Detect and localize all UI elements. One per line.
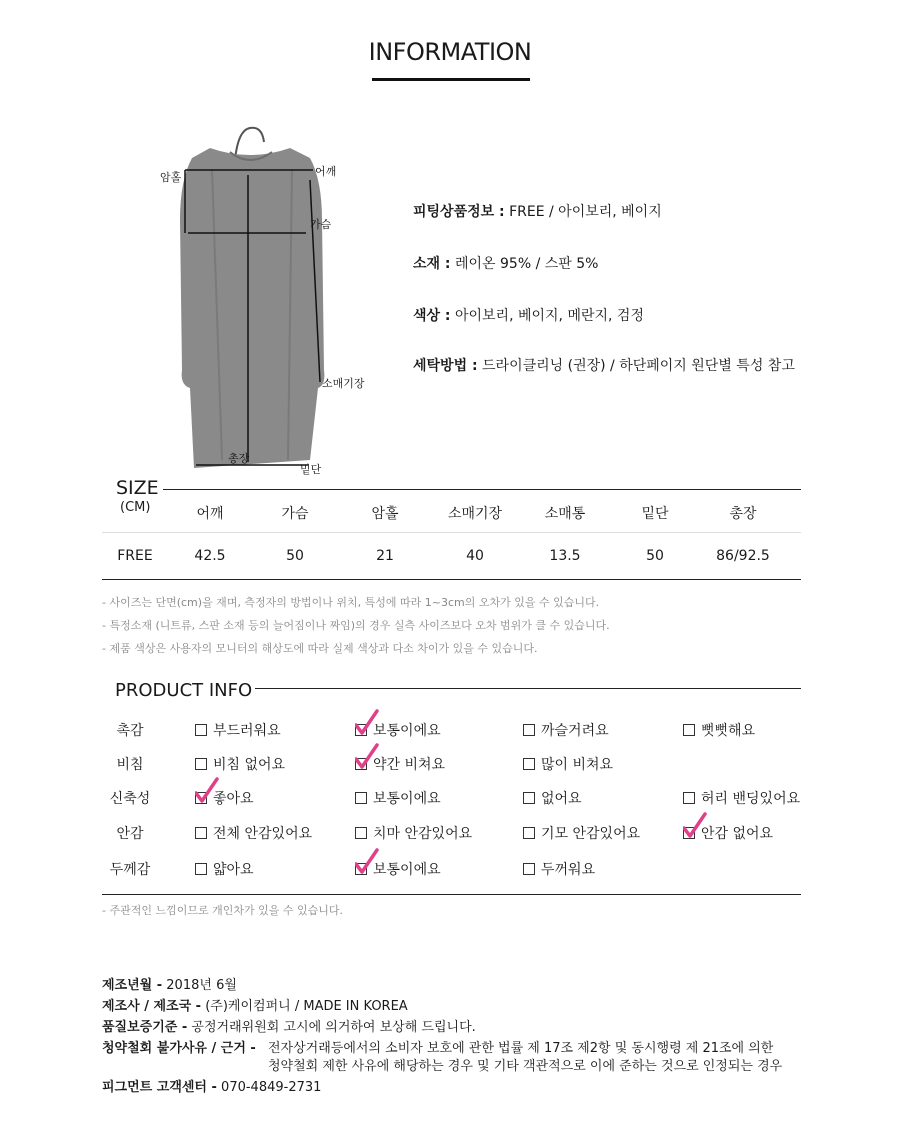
option-label: 좋아요: [213, 791, 254, 807]
option-label: 부드러워요: [213, 723, 281, 739]
product-info-top-rule: [255, 688, 801, 689]
product-info-option[interactable]: [523, 720, 609, 740]
option-label: 기모 안감있어요: [541, 826, 641, 842]
label-armhole: 암홀: [160, 171, 182, 184]
product-info-option[interactable]: [523, 754, 613, 774]
size-header-cell: 소매통: [544, 506, 586, 522]
checkbox[interactable]: [195, 863, 207, 875]
checkbox[interactable]: [355, 758, 367, 770]
option-label: 보통이에요: [373, 791, 441, 807]
option-label: 많이 비쳐요: [541, 757, 614, 773]
option-label: 까슬거려요: [541, 723, 609, 739]
footer-customer-center: 피그먼트 고객센터 - 070-4849-2731: [102, 1080, 322, 1095]
checkmark-icon: [683, 812, 707, 838]
info-fitting: 피팅상품정보 : FREE / 아이보리, 베이지: [413, 204, 662, 220]
title-underline: [372, 78, 530, 81]
size-value-cell: 86/92.5: [716, 548, 770, 564]
label-shoulder: 어깨: [315, 165, 337, 178]
size-header-cell: 총장: [729, 506, 757, 522]
footer-made-date: 제조년월 - 2018년 6월: [102, 978, 237, 993]
checkbox[interactable]: [683, 792, 695, 804]
option-label: 치마 안감있어요: [373, 826, 473, 842]
label-sleeve: 소매기장: [322, 377, 365, 390]
product-info-label: 안감: [116, 826, 144, 842]
product-info-label: 촉감: [116, 723, 144, 739]
product-info-option[interactable]: [355, 754, 445, 774]
checkmark-icon: [355, 709, 379, 735]
size-top-rule: [163, 489, 801, 490]
product-info-option[interactable]: [355, 720, 441, 740]
size-bottom-rule: [102, 579, 801, 580]
checkbox[interactable]: [355, 724, 367, 736]
size-value-cell: 50: [646, 548, 664, 564]
note-line: - 제품 색상은 사용자의 모니터의 해상도에 따라 실제 색상과 다소 차이가 있을 수 있습니다.: [102, 642, 538, 655]
checkbox[interactable]: [683, 724, 695, 736]
product-info-label: 비침: [116, 757, 144, 773]
checkmark-icon: [355, 848, 379, 874]
footer-withdraw-line1: 전자상거래등에서의 소비자 보호에 관한 법률 제 17조 제2항 및 동시행령 제 21조에 의한: [268, 1041, 774, 1056]
product-info-option[interactable]: [523, 788, 582, 808]
footer-withdraw-line2: 청약철회 제한 사유에 해당하는 경우 및 기타 객관적으로 이에 준하는 것으로 인정되는 경우: [268, 1059, 783, 1074]
size-header-cell: 암홀: [371, 506, 399, 522]
option-label: 안감 없어요: [701, 826, 774, 842]
note-line: - 특정소재 (니트류, 스판 소재 등의 늘어짐이나 짜임)의 경우 실측 사이즈보다 오차 범위가 클 수 있습니다.: [102, 619, 610, 632]
info-color: 색상 : 아이보리, 베이지, 메란지, 검정: [413, 308, 644, 324]
size-unit: (CM): [120, 500, 151, 515]
checkbox[interactable]: [355, 792, 367, 804]
checkmark-icon: [195, 777, 219, 803]
product-info-option[interactable]: [195, 859, 254, 879]
garment-illustration: [150, 120, 370, 480]
size-header-cell: 어깨: [196, 506, 224, 522]
size-value-cell: 13.5: [549, 548, 581, 564]
option-label: 전체 안감있어요: [213, 826, 313, 842]
option-label: 얇아요: [213, 862, 254, 878]
checkbox[interactable]: [195, 827, 207, 839]
checkmark-icon: [355, 743, 379, 769]
footer-withdraw: 청약철회 불가사유 / 근거 -: [102, 1041, 256, 1056]
note-line: - 사이즈는 단면(cm)을 재며, 측정자의 방법이나 위치, 특성에 따라 1~3cm의 오차가 있을 수 있습니다.: [102, 596, 600, 609]
page-title: INFORMATION: [368, 38, 532, 66]
product-info-note: - 주관적인 느낌이므로 개인차가 있을 수 있습니다.: [102, 904, 343, 917]
product-info-option[interactable]: [195, 754, 285, 774]
info-material: 소재 : 레이온 95% / 스판 5%: [413, 256, 599, 272]
size-value-cell: 21: [376, 548, 394, 564]
label-length: 총장: [228, 452, 250, 465]
size-mid-rule: [102, 532, 801, 533]
checkbox[interactable]: [523, 758, 535, 770]
product-info-option[interactable]: [195, 720, 281, 740]
checkbox[interactable]: [683, 827, 695, 839]
size-value-cell: 42.5: [194, 548, 226, 564]
checkbox[interactable]: [195, 758, 207, 770]
product-info-option[interactable]: [355, 859, 441, 879]
option-label: 없어요: [541, 791, 582, 807]
footer-quality: 품질보증기준 - 공정거래위원회 고시에 의거하여 보상해 드립니다.: [102, 1020, 476, 1035]
size-value-cell: 50: [286, 548, 304, 564]
size-title: SIZE: [116, 477, 159, 499]
product-info-option[interactable]: [683, 720, 755, 740]
product-info-label: 신축성: [109, 791, 151, 807]
option-label: 보통이에요: [373, 723, 441, 739]
product-info-option[interactable]: [195, 823, 312, 843]
size-header-cell: 소매기장: [447, 506, 503, 522]
size-header-cell: 가슴: [281, 506, 309, 522]
label-hem: 밑단: [300, 463, 322, 476]
option-label: 허리 밴딩있어요: [701, 791, 801, 807]
product-info-title: PRODUCT INFO: [115, 680, 253, 701]
product-info-option[interactable]: [195, 788, 254, 808]
product-info-option[interactable]: [355, 788, 441, 808]
size-header-cell: 밑단: [641, 506, 669, 522]
checkbox[interactable]: [523, 792, 535, 804]
checkbox[interactable]: [195, 724, 207, 736]
product-info-option[interactable]: [523, 823, 640, 843]
size-row-label: FREE: [117, 548, 153, 564]
product-info-option[interactable]: [523, 859, 595, 879]
option-label: 비침 없어요: [213, 757, 286, 773]
checkbox[interactable]: [195, 792, 207, 804]
footer-maker: 제조사 / 제조국 - (주)케이컴퍼니 / MADE IN KOREA: [102, 999, 408, 1014]
option-label: 약간 비쳐요: [373, 757, 446, 773]
checkbox[interactable]: [355, 827, 367, 839]
product-info-option[interactable]: [683, 823, 773, 843]
product-info-label: 두께감: [109, 862, 151, 878]
product-info-bottom-rule: [102, 894, 801, 895]
size-value-cell: 40: [466, 548, 484, 564]
checkbox[interactable]: [355, 863, 367, 875]
info-washing: 세탁방법 : 드라이클리닝 (권장) / 하단페이지 원단별 특성 참고: [413, 358, 795, 374]
label-chest: 가슴: [310, 218, 332, 231]
checkbox[interactable]: [523, 724, 535, 736]
option-label: 두꺼워요: [541, 862, 596, 878]
product-info-option[interactable]: [683, 788, 800, 808]
checkbox[interactable]: [523, 863, 535, 875]
product-info-option[interactable]: [355, 823, 472, 843]
option-label: 보통이에요: [373, 862, 441, 878]
option-label: 뻣뻣해요: [701, 723, 756, 739]
checkbox[interactable]: [523, 827, 535, 839]
